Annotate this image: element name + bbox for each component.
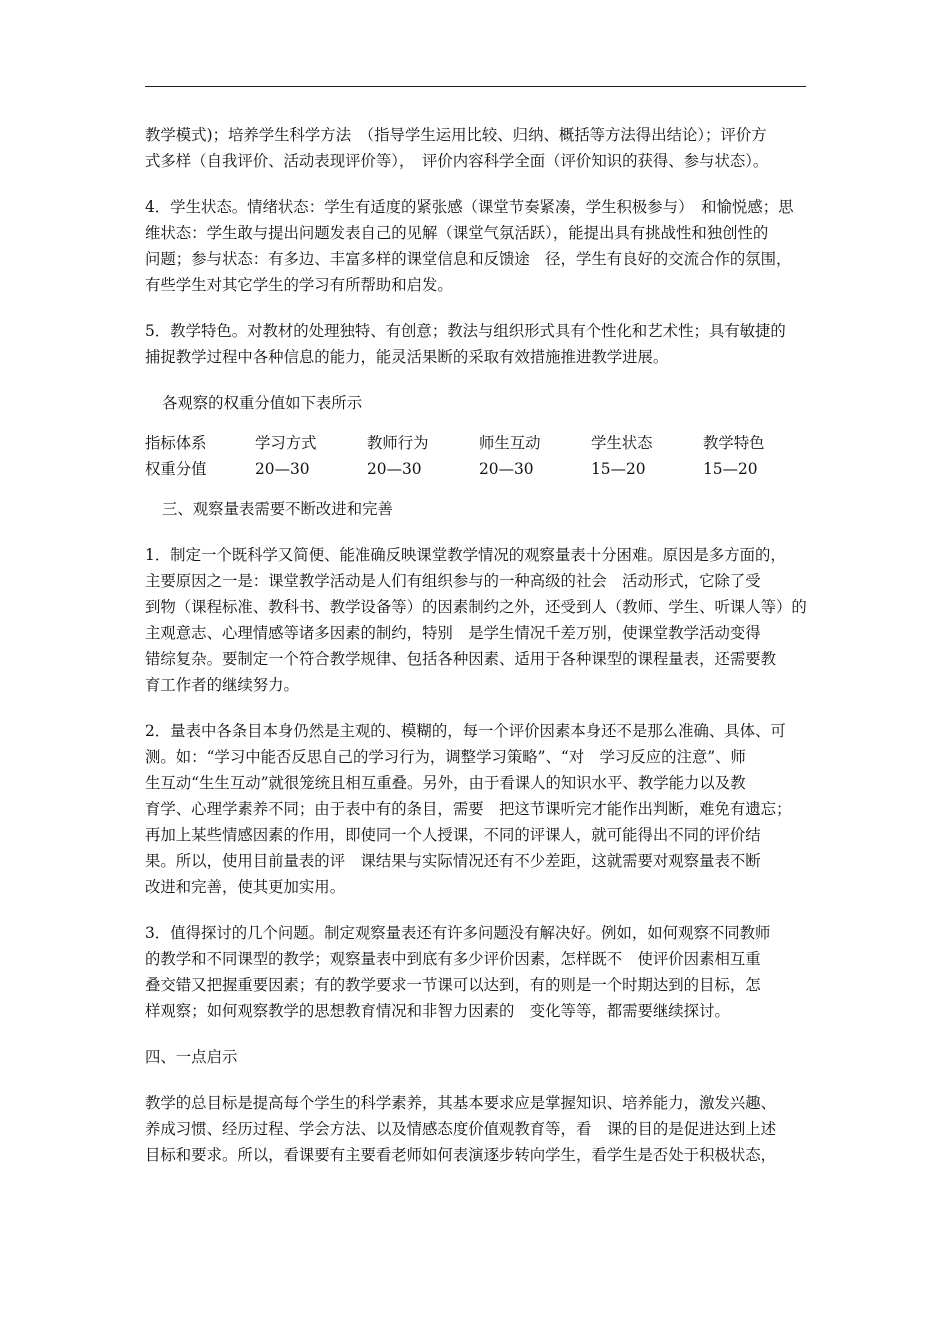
paragraph-point-1: [145, 542, 813, 698]
table-intro: 各观察的权重分值如下表所示: [162, 394, 363, 412]
paragraph-point-3: [145, 920, 813, 1024]
text-line: 教学的总目标是提高每个学生的科学素养，其基本要求应是掌握知识、培养能力，激发兴趣、: [145, 1094, 777, 1112]
text-line: 目标和要求。所以，看课要有主要看老师如何表演逐步转向学生，看学生是否处于积极状态，: [145, 1146, 777, 1164]
paragraph-teaching-features: [145, 318, 813, 370]
text-line: 2．量表中各条目本身仍然是主观的、模糊的，每一个评价因素本身还不是那么准确、具体、可: [145, 722, 786, 740]
text-line: 的教学和不同课型的教学；观察量表中到底有多少评价因素，怎样既不 使评价因素相互重: [145, 950, 761, 968]
table-header-cell: 师生互动: [479, 434, 541, 452]
text-line: 主观意志、心理情感等诸多因素的制约，特别 是学生情况千差万别，使课堂教学活动变得: [145, 624, 761, 642]
section-heading-4: 四、一点启示: [145, 1048, 238, 1066]
table-cell: 权重分值: [145, 460, 207, 478]
table-header-cell: 教师行为: [367, 434, 429, 452]
text-line: 改进和完善，使其更加实用。: [145, 878, 346, 896]
weights-table: [145, 430, 765, 482]
text-line: 果。所以，使用目前量表的评 课结果与实际情况还有不少差距，这就需要对观察量表不断: [145, 852, 761, 870]
text-line: 维状态：学生敢与提出问题发表自己的见解（课堂气氛活跃），能提出具有挑战性和独创性的: [145, 224, 769, 242]
text-line: 5．教学特色。对教材的处理独特、有创意；教法与组织形式具有个性化和艺术性；具有敏捷的: [145, 322, 786, 340]
paragraph-student-state: [145, 194, 813, 298]
text-line: 问题；参与状态：有多边、丰富多样的课堂信息和反馈途 径，学生有良好的交流合作的氛围，: [145, 250, 792, 268]
text-line: 主要原因之一是：课堂教学活动是人们有组织参与的一种高级的社会 活动形式，它除了受: [145, 572, 761, 590]
table-cell: 15—20: [591, 460, 646, 478]
text-line: 再加上某些情感因素的作用，即使同一个人授课，不同的评课人，就可能得出不同的评价结: [145, 826, 761, 844]
text-line: 育学、心理学素养不同；由于表中有的条目，需要 把这节课听完才能作出判断，难免有遗忘；: [145, 800, 792, 818]
table-header-cell: 学习方式: [255, 434, 317, 452]
document-body: [145, 122, 813, 1168]
paragraph-teaching-mode-continued: [145, 122, 813, 174]
text-line: 样观察；如何观察教学的思想教育情况和非智力因素的 变化等等，都需要继续探讨。: [145, 1002, 730, 1020]
text-line: 育工作者的继续努力。: [145, 676, 299, 694]
text-line: 错综复杂。要制定一个符合教学规律、包括各种因素、适用于各种课型的课程量表，还需要教: [145, 650, 777, 668]
table-header-cell: 教学特色: [703, 434, 765, 452]
table-cell: 15—20: [703, 460, 758, 478]
table-row: [145, 456, 765, 482]
table-header-cell: 学生状态: [591, 434, 653, 452]
text-line: 捕捉教学过程中各种信息的能力，能灵活果断的采取有效措施推进教学进展。: [145, 348, 669, 366]
text-line: 测。如：“学习中能否反思自己的学习行为，调整学习策略”、“对 学习反应的注意”、师: [145, 748, 746, 766]
section-heading-3: 三、观察量表需要不断改进和完善: [162, 500, 393, 518]
text-line: 叠交错又把握重要因素；有的教学要求一节课可以达到，有的则是一个时期达到的目标，怎: [145, 976, 761, 994]
text-line: 生互动“生生互动”就很笼统且相互重叠。另外，由于看课人的知识水平、教学能力以及教: [145, 774, 746, 792]
paragraph-insight: [145, 1090, 813, 1168]
text-line: 养成习惯、经历过程、学会方法、以及情感态度价值观教育等，看 课的目的是促进达到上述: [145, 1120, 777, 1138]
paragraph-point-2: [145, 718, 813, 900]
text-line: 式多样（自我评价、活动表现评价等）， 评价内容科学全面（评价知识的获得、参与状态）。: [145, 152, 769, 170]
table-cell: 20—30: [367, 460, 422, 478]
text-line: 1．制定一个既科学又简便、能准确反映课堂教学情况的观察量表十分困难。原因是多方面的，: [145, 546, 786, 564]
text-line: 教学模式)；培养学生科学方法 （指导学生运用比较、归纳、概括等方法得出结论）；评价方: [145, 126, 767, 144]
text-line: 有些学生对其它学生的学习有所帮助和启发。: [145, 276, 453, 294]
header-rule: [145, 86, 806, 87]
table-cell: 20—30: [255, 460, 310, 478]
table-row: [145, 430, 765, 456]
text-line: 4．学生状态。情绪状态：学生有适度的紧张感（课堂节奏紧凑，学生积极参与） 和愉悦感；思: [145, 198, 794, 216]
table-header-cell: 指标体系: [145, 434, 207, 452]
text-line: 3．值得探讨的几个问题。制定观察量表还有许多问题没有解决好。例如，如何观察不同教师: [145, 924, 771, 942]
table-cell: 20—30: [479, 460, 534, 478]
text-line: 到物（课程标准、教科书、教学设备等）的因素制约之外，还受到人（教师、学生、听课人等）的: [145, 598, 807, 616]
